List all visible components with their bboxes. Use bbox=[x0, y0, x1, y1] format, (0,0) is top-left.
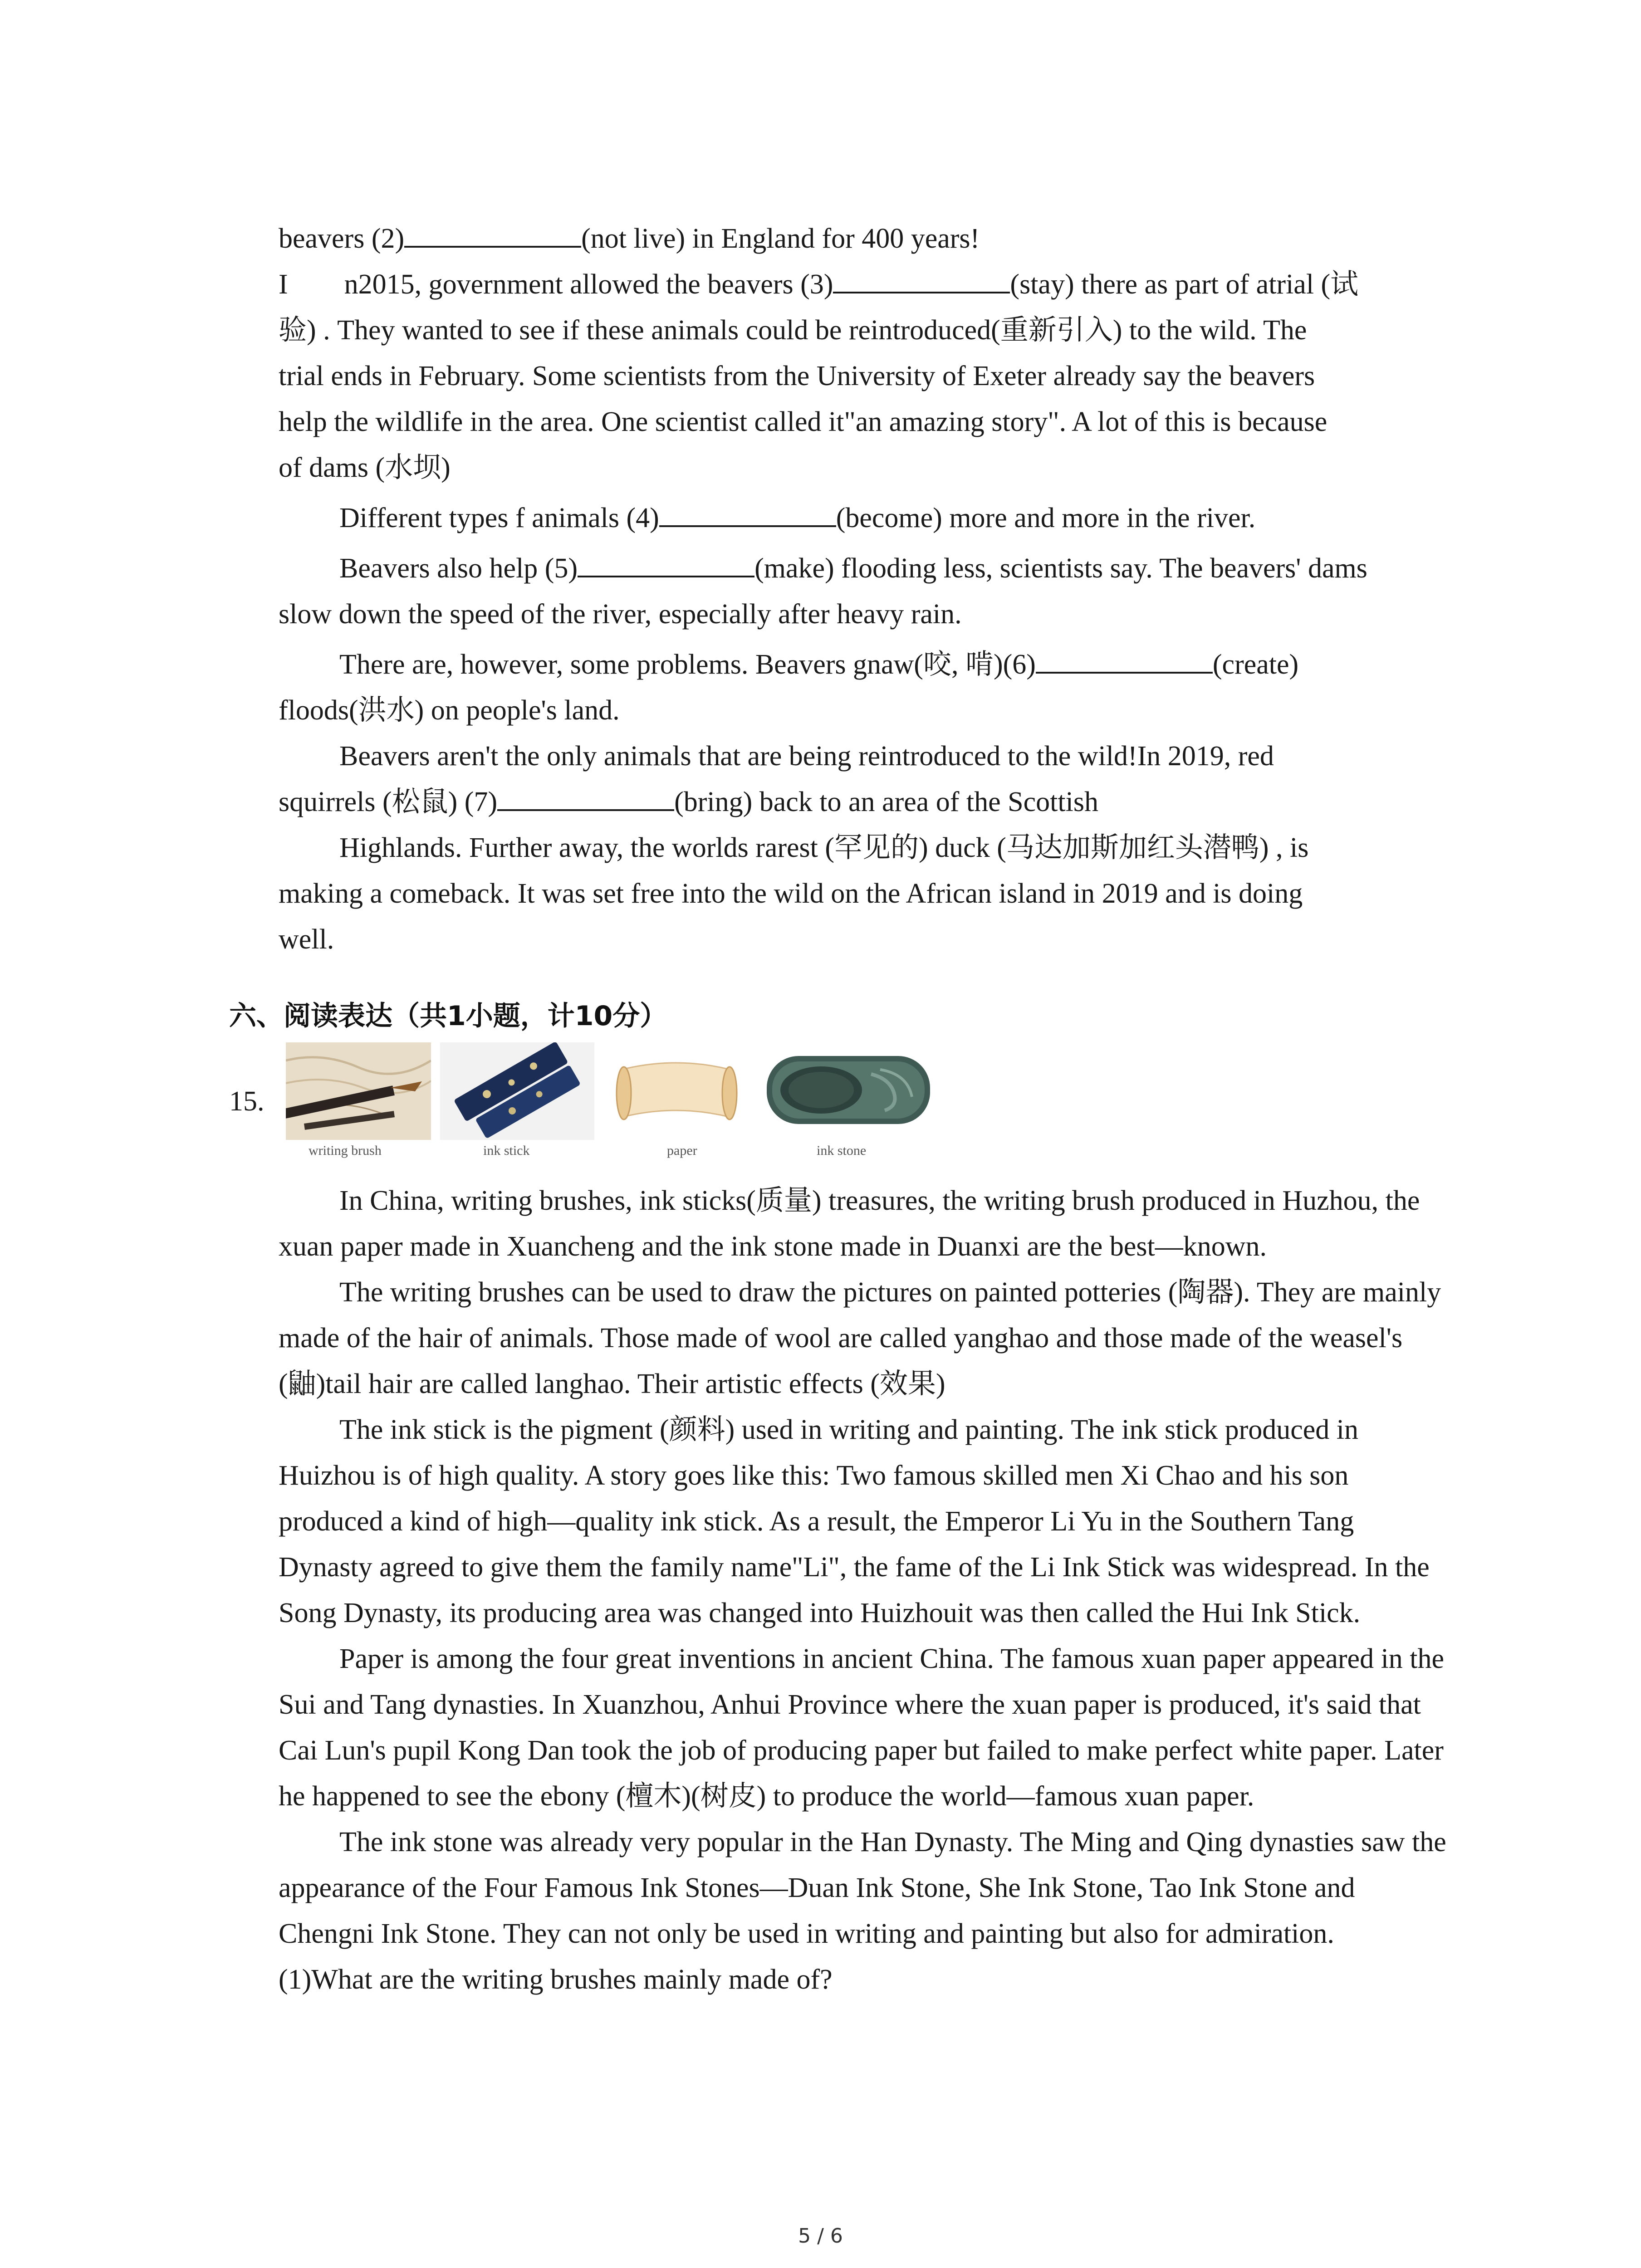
passage-line: making a comeback. It was set free into the wild on the African island in 2019 and is doing bbox=[279, 878, 1303, 909]
image-caption: paper bbox=[667, 1143, 697, 1158]
section-heading: 六、阅读表达（共1小题，计10分） bbox=[229, 1000, 667, 1032]
passage-line: of dams (水坝) bbox=[279, 452, 451, 483]
passage-line: 验) . They wanted to see if these animals could be reintroduced(重新引入) to the wild. The bbox=[279, 315, 1307, 346]
writing-brush-image bbox=[286, 1042, 431, 1158]
ink-stone-photo-icon bbox=[758, 1042, 939, 1140]
answer-blank-4[interactable] bbox=[659, 499, 836, 527]
question-1: (1)What are the writing brushes mainly made of? bbox=[279, 1964, 833, 1995]
answer-blank-6[interactable] bbox=[1036, 645, 1213, 674]
ink-stone-image bbox=[758, 1042, 939, 1158]
passage-reading bbox=[279, 1178, 1449, 2003]
passage-line: help the wildlife in the area. One scientist called it"an amazing story". A lot of this is because bbox=[279, 406, 1327, 437]
ink-stick-photo-icon bbox=[440, 1042, 594, 1140]
passage-line: trial ends in February. Some scientists from the University of Exeter already say the beavers bbox=[279, 361, 1315, 391]
paragraph: The ink stick is the pigment (颜料) used in writing and painting. The ink stick produced in Huizhou is of high quality. A story goes like this: Two famous skilled men Xi Chao and his son produced a kind of high—quality ink stick. As a result, the Emperor Li Yu in the Southern Tang Dynasty agreed to give them the family name"Li", the fame of the Li Ink Stick was widespread. In the Song Dynasty, its producing area was changed into Huizhouit was then called the Hui Ink Stick. bbox=[279, 1414, 1430, 1628]
ink-stick-image bbox=[440, 1042, 594, 1158]
passage-line: Beavers also help (5) (make) flooding less, scientists say. The beavers' dams bbox=[279, 546, 1449, 591]
paper-scroll-photo-icon bbox=[603, 1042, 749, 1140]
image-caption: ink stone bbox=[817, 1143, 867, 1158]
passage-line: Beavers aren't the only animals that are being reintroduced to the wild!In 2019, red bbox=[339, 741, 1274, 772]
paragraph: The ink stone was already very popular in the Han Dynasty. The Ming and Qing dynasties saw the appearance of the Four Famous Ink Stones—Duan Ink Stone, She Ink Stone, Tao Ink Stone and Chengni Ink Stone. They can not only be used in writing and painting but also for admiration. bbox=[279, 1827, 1446, 1949]
image-caption: ink stick bbox=[483, 1143, 530, 1158]
passage-line: slow down the speed of the river, especially after heavy rain. bbox=[279, 599, 962, 630]
passage-line: well. bbox=[279, 924, 334, 955]
answer-blank-5[interactable] bbox=[578, 549, 754, 577]
answer-blank-3[interactable] bbox=[833, 265, 1010, 293]
passage-line: squirrels (松鼠) (7) (bring) back to an area of the Scottish bbox=[279, 779, 1449, 825]
writing-brush-photo-icon bbox=[286, 1042, 431, 1140]
paragraph: The writing brushes can be used to draw the pictures on painted potteries (陶器). They are mainly made of the hair of animals. Those made of wool are called yanghao and those made of the weasel's (鼬)tail hair are called langhao. Their artistic effects (效果) bbox=[279, 1277, 1441, 1399]
image-caption: writing brush bbox=[309, 1143, 382, 1158]
passage-line: floods(洪水) on people's land. bbox=[279, 695, 620, 726]
page-number: 5 / 6 bbox=[798, 2224, 843, 2248]
passage-line: Different types f animals (4) (become) more and more in the river. bbox=[279, 495, 1449, 541]
paper-image bbox=[603, 1042, 749, 1158]
passage-line: Highlands. Further away, the worlds rarest (罕见的) duck (马达加斯加红头潜鸭) , is bbox=[339, 832, 1309, 863]
paragraph: Paper is among the four great inventions in ancient China. The famous xuan paper appeared in the Sui and Tang dynasties. In Xuanzhou, Anhui Province where the xuan paper is produced, it's said that Cai Lun's pupil Kong Dan took the job of producing paper but failed to make perfect white paper. Later he happened to see the ebony (檀木)(树皮) to produce the world—famous xuan paper. bbox=[279, 1643, 1445, 1812]
passage-continued bbox=[279, 216, 1449, 963]
passage-line: I n2015, government allowed the beavers (3) (stay) there as part of atrial (试 bbox=[279, 262, 1449, 308]
answer-blank-7[interactable] bbox=[497, 783, 674, 811]
passage-line: beavers (2) (not live) in England for 400 years! bbox=[279, 216, 1449, 262]
paragraph: In China, writing brushes, ink sticks(质量) treasures, the writing brush produced in Huzhou, the xuan paper made in Xuancheng and the ink stone made in Duanxi are the best—known. bbox=[279, 1185, 1420, 1262]
passage-line: There are, however, some problems. Beavers gnaw(咬, 啃)(6) (create) bbox=[279, 642, 1449, 688]
answer-blank-2[interactable] bbox=[404, 220, 581, 248]
question-number: 15. bbox=[229, 1086, 265, 1117]
